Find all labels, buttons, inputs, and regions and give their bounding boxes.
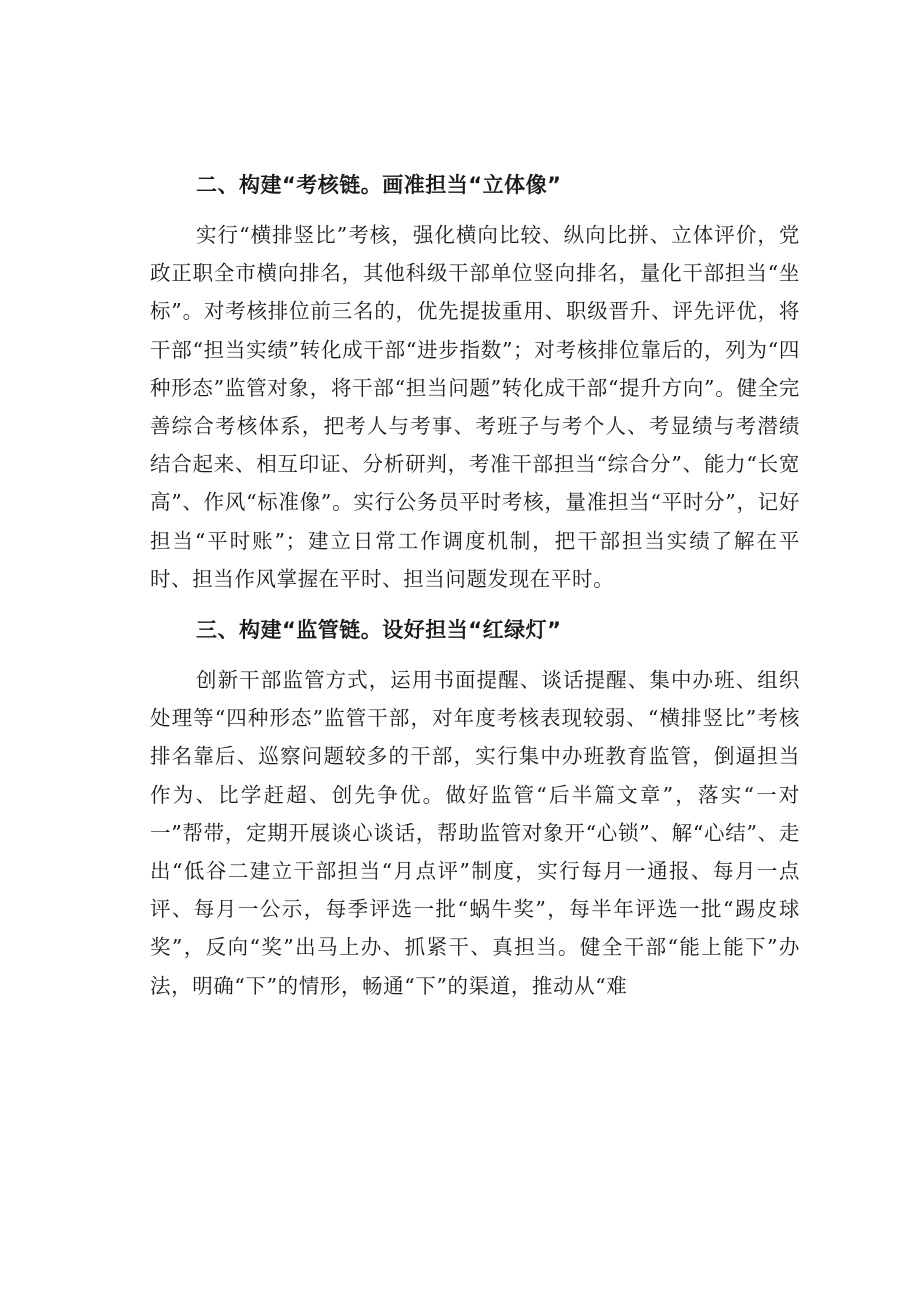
section-paragraph-assessment-chain: 实行“横排竖比”考核，强化横向比较、纵向比拼、立体评价，党政正职全市横向排名，其他科级干部单位竖向排名，量化干部担当“坐标”。对考核排位前三名的，优先提拔重用、职级晋升、评先评优，将干部“担当实绩”转化成干部“进步指数”；对考核排位靠后的，列为“四种形态”监管对象，将干部“担当问题”转化成干部“提升方向”。健全完善综合考核体系，把考人与考事、考班子与考个人、考显绩与考潜绩结合起来、相互印证、分析研判，考准干部担当“综合分”、能力“长宽高”、作风“标准像”。实行公务员平时考核，量准担当“平时分”，记好担当“平时账”；建立日常工作调度机制，把干部担当实绩了解在平时、担当作风掌握在平时、担当问题发现在平时。 xyxy=(150,223,800,591)
section-paragraph-supervision-chain: 创新干部监管方式，运用书面提醒、谈话提醒、集中办班、组织处理等“四种形态”监管干部，对年度考核表现较弱、“横排竖比”考核排名靠后、巡察问题较多的干部，实行集中办班教育监管，倒逼担当作为、比学赶超、创先争优。做好监管“后半篇文章”，落实“一对一”帮带，定期开展谈心谈话，帮助监管对象开“心锁”、解“心结”、走出“低谷二建立干部担当“月点评”制度，实行每月一通报、每月一点评、每月一公示，每季评选一批“蜗牛奖”，每半年评选一批“踢皮球奖”，反向“奖”出马上办、抓紧干、真担当。健全干部“能上能下”办法，明确“下”的情形，畅通“下”的渠道，推动从“难 xyxy=(150,668,800,998)
section-heading-supervision-chain: 三、构建“监管链。设好担当“红绿灯” xyxy=(196,618,562,643)
section-heading-assessment-chain: 二、构建“考核链。画准担当“立体像” xyxy=(196,173,562,197)
document-body xyxy=(150,152,800,1005)
